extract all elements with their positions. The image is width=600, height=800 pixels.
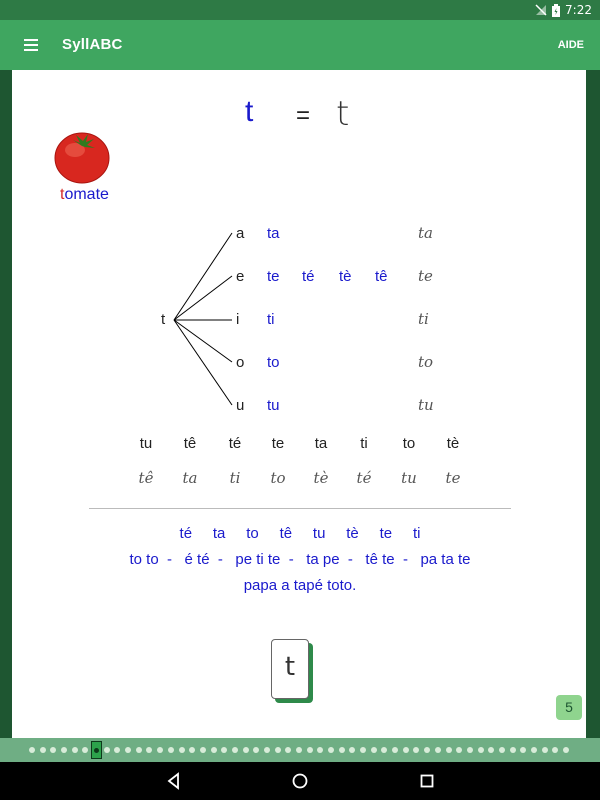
- lesson-cursive-letter: t: [336, 94, 350, 134]
- image-word-rest: omate: [64, 186, 109, 203]
- page-dot[interactable]: [253, 747, 259, 753]
- tree-vowel: a: [236, 225, 245, 242]
- tree-syllable[interactable]: ti: [267, 311, 275, 328]
- page-dot[interactable]: [349, 747, 355, 753]
- tree-cursive-syllable: ta: [418, 224, 433, 242]
- page-dot[interactable]: [328, 747, 334, 753]
- page-dot[interactable]: [211, 747, 217, 753]
- cursive-syllable[interactable]: ta: [182, 469, 198, 487]
- tree-syllable[interactable]: to: [267, 354, 280, 371]
- tree-root-letter: t: [161, 311, 166, 328]
- tree-cursive-syllable: tu: [418, 396, 434, 414]
- page-dot[interactable]: [520, 747, 526, 753]
- page-dot[interactable]: [104, 747, 110, 753]
- page-dot[interactable]: [82, 747, 88, 753]
- page-dot[interactable]: [275, 747, 281, 753]
- page-dot[interactable]: [531, 747, 537, 753]
- page-dot[interactable]: [264, 747, 270, 753]
- app-title: SyllABC: [62, 36, 123, 53]
- page-dot[interactable]: [360, 747, 366, 753]
- tree-syllable[interactable]: té: [302, 268, 315, 285]
- navigation-bar: [0, 762, 600, 800]
- image-word-first-letter: t: [60, 186, 65, 203]
- reading-line-3: papa a tapé toto.: [243, 577, 357, 594]
- page-indicator: [0, 738, 600, 762]
- page-dot[interactable]: [339, 747, 345, 753]
- page-dot[interactable]: [542, 747, 548, 753]
- lesson-letter: t: [245, 95, 254, 128]
- page-dot-active[interactable]: [91, 741, 102, 759]
- tree-vowel: o: [236, 354, 245, 371]
- tree-cursive-syllable: te: [418, 267, 433, 285]
- page-dot[interactable]: [29, 747, 35, 753]
- page-dot[interactable]: [413, 747, 419, 753]
- tree-syllable[interactable]: tê: [375, 268, 388, 285]
- cursive-syllable[interactable]: tu: [401, 469, 417, 487]
- letter-card[interactable]: [271, 639, 309, 699]
- tree-vowel: u: [236, 397, 245, 414]
- page-dot[interactable]: [50, 747, 56, 753]
- page-dot[interactable]: [563, 747, 569, 753]
- mixed-syllable[interactable]: tu: [139, 435, 153, 452]
- page-dot[interactable]: [307, 747, 313, 753]
- cursive-syllable[interactable]: tê: [138, 469, 154, 487]
- page-dot[interactable]: [61, 747, 67, 753]
- page-dot[interactable]: [510, 747, 516, 753]
- page-dot[interactable]: [424, 747, 430, 753]
- page-dot[interactable]: [114, 747, 120, 753]
- page-dot[interactable]: [243, 747, 249, 753]
- page-dot[interactable]: [488, 747, 494, 753]
- page-dot[interactable]: [435, 747, 441, 753]
- letter-card-letter: t: [284, 652, 296, 682]
- equals-sign: =: [296, 102, 311, 129]
- page-dot[interactable]: [446, 747, 452, 753]
- status-time: 7:22: [565, 3, 592, 17]
- cursive-syllable[interactable]: tè: [313, 469, 329, 487]
- back-icon[interactable]: [165, 772, 183, 790]
- mixed-syllable[interactable]: tè: [446, 435, 460, 452]
- page-dot[interactable]: [221, 747, 227, 753]
- reading-line-2: to to - é té - pe ti te - ta pe - tê te - pa ta te: [129, 551, 471, 568]
- tree-cursive-syllable: to: [418, 353, 434, 371]
- page-dot[interactable]: [371, 747, 377, 753]
- divider: [89, 508, 511, 509]
- page-dot[interactable]: [499, 747, 505, 753]
- tree-cursive-syllable: ti: [418, 310, 429, 328]
- tree-vowel: e: [236, 268, 245, 285]
- page-dot[interactable]: [478, 747, 484, 753]
- mixed-syllable[interactable]: tê: [183, 435, 197, 452]
- page-dot[interactable]: [317, 747, 323, 753]
- recents-icon[interactable]: [418, 772, 436, 790]
- page-dot[interactable]: [136, 747, 142, 753]
- tree-syllable[interactable]: ta: [267, 225, 280, 242]
- home-icon[interactable]: [291, 772, 309, 790]
- mixed-syllable[interactable]: to: [402, 435, 416, 452]
- mixed-syllable[interactable]: ti: [360, 435, 368, 452]
- page-dot[interactable]: [40, 747, 46, 753]
- page-dot[interactable]: [232, 747, 238, 753]
- tree-syllable[interactable]: tè: [339, 268, 352, 285]
- cursive-syllable[interactable]: té: [356, 469, 372, 487]
- page-dot[interactable]: [403, 747, 409, 753]
- page-dot[interactable]: [168, 747, 174, 753]
- page-dot[interactable]: [456, 747, 462, 753]
- page-number-badge: 5: [556, 695, 582, 720]
- page-dot[interactable]: [146, 747, 152, 753]
- page-dot[interactable]: [552, 747, 558, 753]
- mixed-syllable[interactable]: te: [271, 435, 285, 452]
- tree-syllable[interactable]: tu: [267, 397, 280, 414]
- page-dot[interactable]: [296, 747, 302, 753]
- reading-line-1: té ta to tê tu tè te ti: [179, 525, 421, 542]
- page-dot[interactable]: [285, 747, 291, 753]
- mixed-syllable[interactable]: ta: [314, 435, 328, 452]
- page-dot[interactable]: [189, 747, 195, 753]
- page-dot[interactable]: [200, 747, 206, 753]
- page-dot[interactable]: [125, 747, 131, 753]
- tree-vowel: i: [236, 311, 240, 328]
- page-dot[interactable]: [392, 747, 398, 753]
- page-dot[interactable]: [381, 747, 387, 753]
- page-dot[interactable]: [179, 747, 185, 753]
- cursive-syllable[interactable]: te: [445, 469, 461, 487]
- cursive-syllable[interactable]: to: [270, 469, 286, 487]
- help-button[interactable]: AIDE: [557, 39, 584, 51]
- tree-syllable[interactable]: te: [267, 268, 280, 285]
- page-dot[interactable]: [72, 747, 78, 753]
- page-dot[interactable]: [157, 747, 163, 753]
- page-dot[interactable]: [467, 747, 473, 753]
- mixed-syllable[interactable]: té: [228, 435, 242, 452]
- cursive-syllable[interactable]: ti: [229, 469, 241, 487]
